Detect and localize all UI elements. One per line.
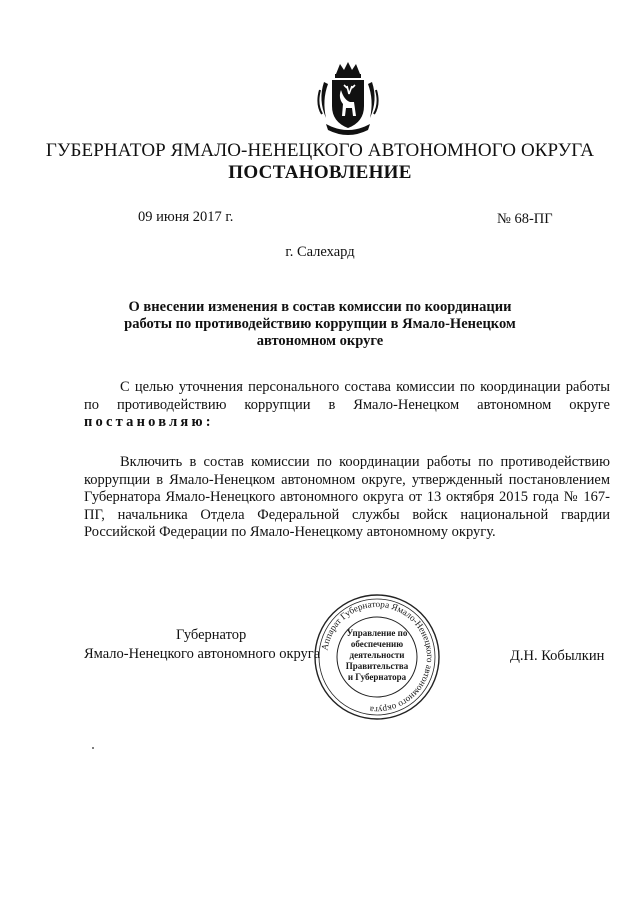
subject-line-3: автономном округе [256, 333, 384, 349]
stamp-line-3: деятельности [349, 650, 405, 660]
document-subject [110, 299, 530, 350]
subject-line-2: работы по противодействию коррупции в Ямало-Ненецком [124, 316, 516, 332]
document-number: № 68-ПГ [497, 211, 553, 227]
stamp-line-5: и Губернатора [347, 672, 407, 682]
resolve-keyword: постановляю: [84, 414, 214, 430]
signatory-title-line-1: Губернатор [176, 627, 247, 643]
resolution-paragraph: Включить в состав комиссии по координации работы по противодействию коррупции в Ямало-Ненецком автономном округе, утвержденный постановлением Губернатора Ямало-Ненецкого автономного округа от 13 октября 2015 года № 167-ПГ, начальника Отдела Федеральной службы войск национальной гвардии Российской Федерации по Ямало-Ненецкому автономному округу. [84, 454, 610, 540]
subject-line-1: О внесении изменения в состав комиссии по координации [128, 299, 512, 315]
document-type: ПОСТАНОВЛЕНИЕ [228, 162, 412, 183]
signatory-title-line-2: Ямало-Ненецкого автономного округа [84, 646, 321, 662]
document-city: г. Салехард [285, 244, 355, 260]
stamp-line-4: Правительства [345, 661, 409, 671]
preamble-paragraph [84, 379, 610, 432]
coat-of-arms-icon [316, 60, 380, 136]
scan-speck [92, 747, 94, 749]
official-stamp [312, 592, 442, 722]
stamp-line-1: Управление по [346, 628, 408, 638]
stamp-line-2: обеспечению [350, 639, 404, 649]
signatory-name: Д.Н. Кобылкин [510, 648, 605, 664]
governor-title: ГУБЕРНАТОР ЯМАЛО-НЕНЕЦКОГО АВТОНОМНОГО ОКРУГА [45, 140, 595, 161]
stamp-ring-text: Аппарат Губернатора Ямало-Ненецкого автономного округа [319, 598, 436, 716]
document-date: 09 июня 2017 г. [138, 209, 234, 225]
preamble-text: С целью уточнения персонального состава комиссии по координации работы по противодействию коррупции в Ямало-Ненецком автономном округе [84, 379, 610, 413]
